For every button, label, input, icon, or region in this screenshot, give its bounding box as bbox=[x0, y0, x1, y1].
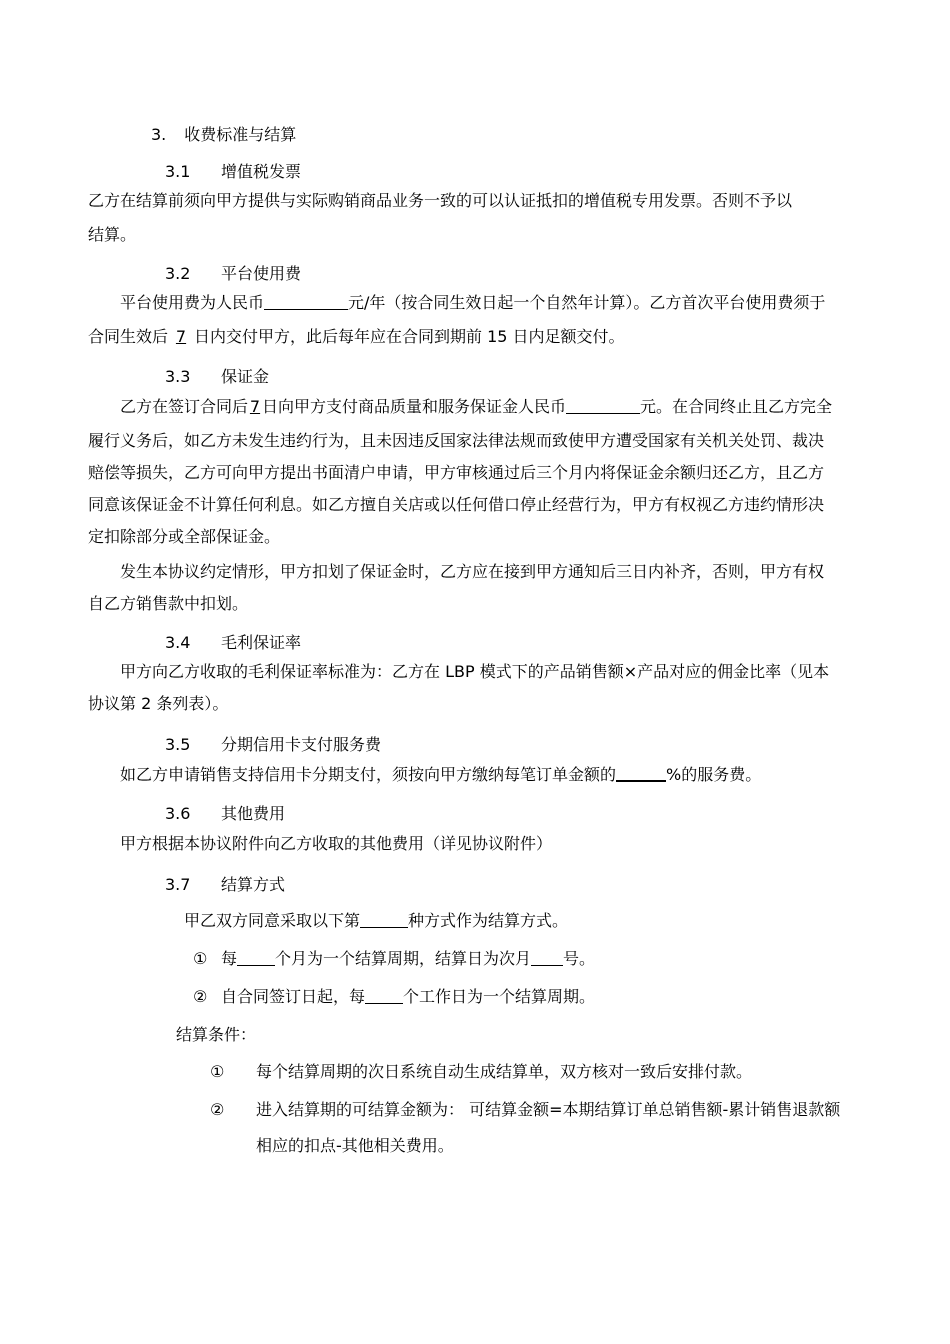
settlement-option-1 bbox=[193, 949, 595, 969]
paragraph-line: 甲方根据本协议附件向乙方收取的其他费用（详见协议附件） bbox=[120, 834, 553, 853]
section-title: 收费标准与结算 bbox=[184, 125, 297, 144]
subsection-title: 平台使用费 bbox=[221, 264, 302, 283]
subsection-number: 3.2 bbox=[165, 264, 191, 283]
option-marker: ② bbox=[193, 987, 208, 1006]
condition-marker: ② bbox=[210, 1100, 225, 1119]
subsection-number: 3.1 bbox=[165, 162, 191, 181]
condition-marker: ① bbox=[210, 1062, 225, 1081]
paragraph-line bbox=[88, 327, 625, 347]
text-segment: 每 bbox=[221, 949, 238, 968]
subsection-number: 3.4 bbox=[165, 633, 191, 652]
paragraph-line: 赔偿等损失，乙方可向甲方提出书面清户申请，甲方审核通过后三个月内将保证金余额归还乙方，且乙方 bbox=[88, 463, 825, 482]
paragraph-line bbox=[120, 293, 825, 313]
paragraph-line bbox=[184, 911, 568, 931]
text-segment: 元/年（按合同生效日起一个自然年计算）。乙方首次平台使用费须于 bbox=[348, 293, 826, 312]
text-segment: 日向甲方支付商品质量和服务保证金人民币 bbox=[262, 397, 567, 416]
paragraph-line: 自乙方销售款中扣划。 bbox=[88, 594, 249, 613]
blank-day-field[interactable] bbox=[531, 949, 563, 966]
subsection-number: 3.3 bbox=[165, 367, 191, 386]
paragraph-line: 发生本协议约定情形，甲方扣划了保证金时，乙方应在接到甲方通知后三日内补齐，否则，甲方有权 bbox=[120, 562, 825, 581]
text-segment: 种方式作为结算方式。 bbox=[408, 911, 569, 930]
subsection-3-2-heading bbox=[165, 264, 301, 284]
paragraph-line: 协议第 2 条列表）。 bbox=[88, 694, 229, 713]
blank-method-field[interactable] bbox=[360, 911, 408, 928]
paragraph-line: 同意该保证金不计算任何利息。如乙方擅自关店或以任何借口停止经营行为，甲方有权视乙方违约情形决 bbox=[88, 495, 825, 514]
text-segment: 合同生效后 bbox=[88, 327, 169, 346]
section-number: 3. bbox=[151, 125, 167, 144]
text-segment: 甲乙双方同意采取以下第 bbox=[184, 911, 361, 930]
subsection-3-7-heading bbox=[165, 875, 285, 895]
blank-amount-field[interactable] bbox=[566, 397, 640, 414]
text-segment: 每个结算周期的次日系统自动生成结算单，双方核对一致后安排付款。 bbox=[256, 1062, 753, 1081]
section-3-heading bbox=[151, 125, 296, 145]
settlement-option-2 bbox=[193, 987, 595, 1007]
paragraph-line: 甲方向乙方收取的毛利保证率标准为：乙方在 LBP 模式下的产品销售额×产品对应的佣金比率（见本 bbox=[120, 662, 830, 681]
subsection-title: 毛利保证率 bbox=[221, 633, 302, 652]
subsection-3-4-heading bbox=[165, 633, 301, 653]
subsection-3-6-heading bbox=[165, 804, 285, 824]
text-segment: 乙方在签订合同后 bbox=[120, 397, 249, 416]
blank-percent-field[interactable] bbox=[616, 764, 666, 782]
subsection-title: 分期信用卡支付服务费 bbox=[221, 735, 382, 754]
text-segment: 进入结算期的可结算金额为： 可结算金额=本期结算订单总销售额-累计销售退款额 bbox=[256, 1100, 841, 1119]
subsection-title: 其他费用 bbox=[221, 804, 286, 823]
text-segment: 个工作日为一个结算周期。 bbox=[403, 987, 596, 1006]
paragraph-line bbox=[120, 397, 832, 417]
paragraph-line: 履行义务后，如乙方未发生违约行为，且未因违反国家法律法规而致使甲方遭受国家有关机关处罚、裁决 bbox=[88, 431, 825, 450]
subsection-number: 3.5 bbox=[165, 735, 191, 754]
filled-days-field: 7 bbox=[175, 327, 187, 346]
subsection-3-5-heading bbox=[165, 735, 381, 755]
text-segment: 号。 bbox=[563, 949, 596, 968]
text-segment: 自合同签订日起，每 bbox=[221, 987, 366, 1006]
text-segment: 元。在合同终止且乙方完全 bbox=[640, 397, 833, 416]
condition-item-2 bbox=[210, 1100, 840, 1120]
subsection-title: 增值税发票 bbox=[221, 162, 302, 181]
text-segment: %的服务费。 bbox=[666, 765, 762, 784]
paragraph-line: 乙方在结算前须向甲方提供与实际购销商品业务一致的可以认证抵扣的增值税专用发票。否则不予以 bbox=[88, 191, 793, 210]
blank-workdays-field[interactable] bbox=[365, 987, 403, 1004]
condition-item-1 bbox=[210, 1062, 752, 1082]
paragraph-line: 结算。 bbox=[88, 225, 137, 244]
blank-amount-field[interactable] bbox=[264, 293, 348, 310]
subsection-title: 结算方式 bbox=[221, 875, 286, 894]
paragraph-line: 相应的扣点-其他相关费用。 bbox=[256, 1136, 454, 1155]
subsection-title: 保证金 bbox=[221, 367, 270, 386]
subsection-3-1-heading bbox=[165, 162, 301, 182]
blank-months-field[interactable] bbox=[237, 949, 275, 966]
subsection-number: 3.6 bbox=[165, 804, 191, 823]
settlement-conditions-title: 结算条件： bbox=[176, 1025, 257, 1044]
text-segment: 日内交付甲方，此后每年应在合同到期前 15 日内足额交付。 bbox=[194, 327, 625, 346]
text-segment: 个月为一个结算周期，结算日为次月 bbox=[275, 949, 532, 968]
option-marker: ① bbox=[193, 949, 208, 968]
paragraph-line: 定扣除部分或全部保证金。 bbox=[88, 527, 281, 546]
text-segment: 如乙方申请销售支持信用卡分期支付，须按向甲方缴纳每笔订单金额的 bbox=[120, 765, 617, 784]
subsection-3-3-heading bbox=[165, 367, 269, 387]
filled-days-field: 7 bbox=[249, 397, 261, 416]
paragraph-line bbox=[120, 764, 761, 785]
subsection-number: 3.7 bbox=[165, 875, 191, 894]
text-segment: 平台使用费为人民币 bbox=[120, 293, 265, 312]
